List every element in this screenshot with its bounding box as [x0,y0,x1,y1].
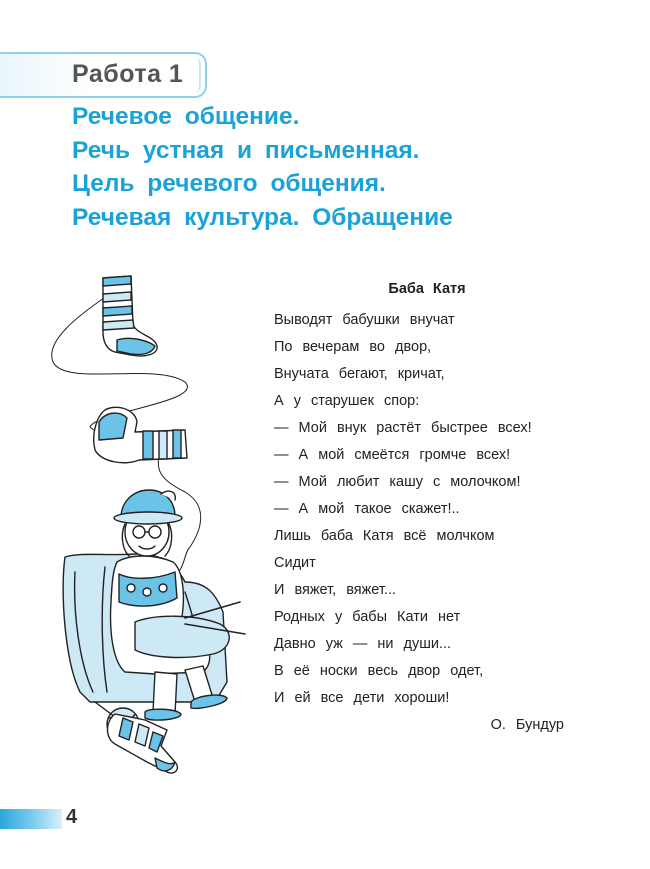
poem-line: В её носки весь двор одет, [274,663,484,679]
topic-line: Речевая культура. Обращение [72,203,453,231]
poem-line: А у старушек спор: [274,393,420,409]
poem-line: — Мой внук растёт быстрее всех! [274,420,532,436]
topic-line: Речь устная и письменная. [72,136,420,164]
poem-line: — Мой любит кашу с молочком! [274,474,521,490]
poem-title: Баба Катя [388,281,466,297]
poem-line: Внучата бегают, кричат, [274,366,445,382]
poem-author: О. Бундур [490,717,564,733]
poem-line: Давно уж — ни души... [274,636,452,652]
poem-line: Родных у бабы Кати нет [274,609,461,625]
page-number: 4 [66,806,78,828]
poem-line: Выводят бабушки внучат [274,312,455,328]
topics-heading [72,100,453,234]
poem-line: И вяжет, вяжет... [274,582,397,598]
topic-line: Цель речевого общения. [72,170,386,197]
poem-line: И ей все дети хороши! [274,690,450,706]
poem-line: — А мой смеётся громче всех! [274,447,511,463]
work-label: Работа 1 [72,60,184,88]
sock-icon [103,276,157,356]
poem [274,281,574,739]
sock-icon [94,407,187,462]
sock-icon [108,714,178,773]
topic-line: Речевое общение. [72,103,300,130]
poem-line: Сидит [274,555,316,571]
page-number-bar [0,809,62,829]
grandmother-knitting-illustration [35,262,260,787]
poem-line: Лишь баба Катя всё молчком [274,528,495,544]
poem-line: — А мой такое скажет!.. [274,501,460,517]
poem-line: По вечерам во двор, [274,339,432,355]
